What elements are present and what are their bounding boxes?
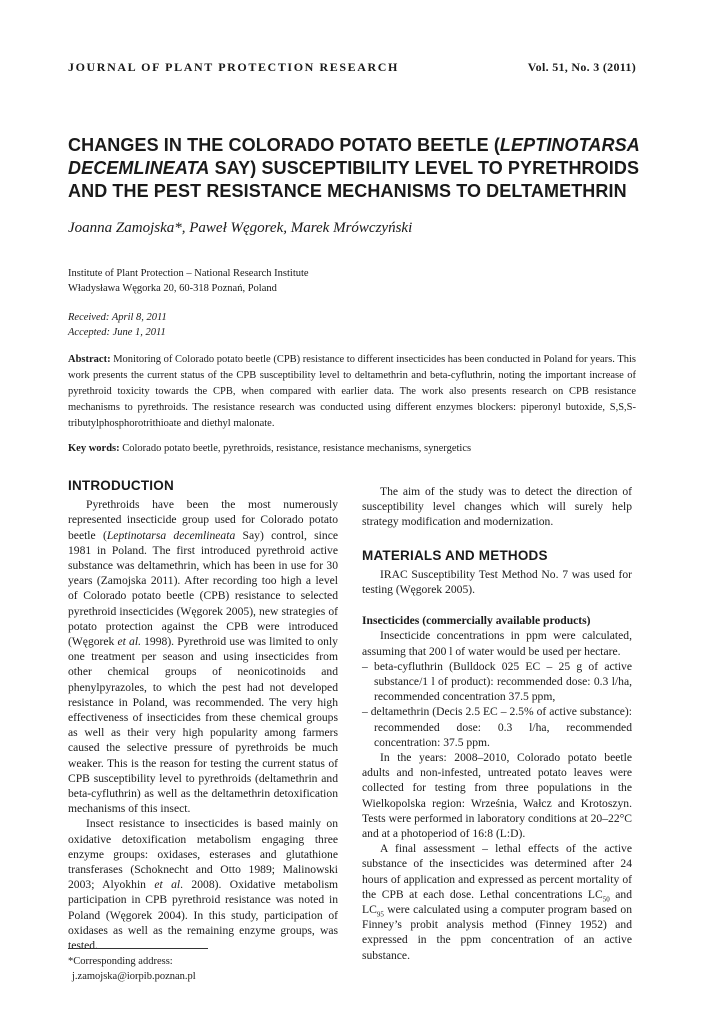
list-item: – deltamethrin (Decis 2.5 EC – 2.5% of active substance): recommended dose: 0.3 l/ha, recommended concentration: 37.5 ppm.	[362, 705, 632, 749]
volume-info: Vol. 51, No. 3 (2011)	[527, 60, 636, 74]
methods-paragraph-1: IRAC Susceptibility Test Method No. 7 was used for testing (Węgorek 2005).	[362, 567, 632, 597]
methods-paragraph-4: A final assessment – lethal effects of the active substance of the insecticides was determined after 24 hours of application and expressed as percent mortality of the CPB at each dose. Lethal concentrations $LC_{50}$ and $LC_{95}$ were calculated using a computer program based on Finney’s probit analysis method (Finney 1952) and expressed in the ppm concentration of an active substance.	[362, 842, 632, 962]
affiliation-line-1: Institute of Plant Protection – National Research Institute	[68, 268, 309, 279]
methods-paragraph-2: Insecticide concentrations in ppm were calculated, assuming that 200 l of water would be used per hectare.	[362, 629, 632, 658]
journal-name: JOURNAL OF PLANT PROTECTION RESEARCH	[68, 60, 399, 74]
keywords-text: Colorado potato beetle, pyrethroids, resistance, resistance mechanisms, synergetics	[119, 443, 472, 454]
publication-dates	[68, 310, 167, 340]
abstract-label: Abstract:	[68, 354, 111, 365]
insecticides-subheading: Insecticides (commercially available products)	[362, 614, 591, 628]
introduction-heading: INTRODUCTION	[68, 478, 174, 493]
abstract-text: Monitoring of Colorado potato beetle (CPB) resistance to different insecticides has been conducted in Poland for years. This work presents the current status of the CPB susceptibility level to deltamethrin and beta-cyfluthrin, noting the important increase of pyrethroid toxicity towards the CPB, when compared with earlier data. The work also presents research on CPB resistance mechanisms to pyrethroids. The resistance research was conducted using different enzymes blockers: piperonyl butoxide, S,S,S-tributylphosphorotrithioate and diethyl malonate.	[68, 354, 636, 429]
title-part-1: CHANGES IN THE COLORADO POTATO BEETLE (	[68, 135, 500, 155]
affiliation	[68, 266, 309, 296]
author-list: Joanna Zamojska*, Paweł Węgorek, Marek Mrówczyński	[68, 220, 413, 236]
list-item: – beta-cyfluthrin (Bulldock 025 EC – 25 g of active substance/1 l of product): recommended dose: 0.3 l/ha, recommended concentration 37.5 ppm,	[362, 659, 632, 704]
abstract	[68, 352, 636, 432]
methods-paragraph-3: In the years: 2008–2010, Colorado potato beetle adults and non-infested, untreated potato leaves were collected for testing from three populations in the Wielkopolska region: Września, Wałcz and Krotoszyn. Tests were performed in laboratory conditions at 20–22°C and at a photoperiod of 16:8 (L:D).	[362, 751, 632, 841]
received-date: Received: April 8, 2011	[68, 312, 167, 323]
affiliation-line-2: Władysława Węgorka 20, 60-318 Poznań, Poland	[68, 283, 277, 294]
keywords	[68, 441, 636, 457]
footnote-divider	[68, 948, 208, 949]
title-part-2: SAY) SUSCEPTIBILITY LEVEL TO PYRETHROIDS AND THE PEST RESISTANCE MECHANISMS TO DELTAMETHRIN	[68, 158, 640, 201]
running-header	[68, 60, 636, 75]
footnote-label: *Corresponding address:	[68, 956, 173, 967]
aim-paragraph: The aim of the study was to detect the direction of susceptibility level changes which will surely help strategy modification and modernization.	[362, 485, 632, 529]
article-title	[68, 134, 648, 203]
intro-paragraph-1: Pyrethroids have been the most numerously represented insecticide group used for Colorado potato beetle (Leptinotarsa decemlineata Say) control, since 1981 in Poland. The first introduced pyrethroid active substance was deltamethrin, which has been in use for 30 years (Zamojska 2011). After recording too high a level of Colorado potato beetle (CPB) resistance to selected pyrethroid insecticides (Węgorek 2005), new strategies of potato protection against the CPB were introduced (Węgorek et al. 1998). Pyrethroid use was limited to only one treatment per season and using insecticides from other chemical groups of neonicotinoids and phenylpyrazoles, to which the pest had not developed resistance in Poland, was recommended. The very high effectiveness of insecticides from these chemical groups as well as their very high popularity among farmers caused the selective pressure of pyrethroids be much weaker. This is the reason for testing the current status of CPB susceptibility level to pyrethroids (deltamethrin and beta-cyfluthrin) as well as the deltamethrin detoxification mechanisms of this insect.	[68, 498, 338, 816]
keywords-label: Key words:	[68, 443, 120, 454]
footnote-email[interactable]: j.zamojska@iorpib.poznan.pl	[72, 971, 196, 982]
accepted-date: Accepted: June 1, 2011	[68, 327, 166, 338]
title-species: LEPTINOTARSA DECEMLINEATA	[68, 135, 640, 178]
methods-heading: MATERIALS AND METHODS	[362, 547, 548, 563]
insecticide-list	[362, 659, 632, 750]
intro-paragraph-2: Insect resistance to insecticides is based mainly on oxidative detoxification metabolism engaging three enzyme groups: oxidases, esterases and glutathione transferases (Schoknecht and Otto 1989; Malinowski 2003; Alyokhin et al. 2008). Oxidative metabolism participation in CPB pyrethroid resistance was noted in Poland (Węgorek 2004). In this study, participation of oxidases as well as the remaining enzyme groups, was tested.	[68, 817, 338, 953]
footnote	[68, 954, 196, 984]
right-column	[362, 478, 632, 963]
left-column	[68, 478, 338, 953]
